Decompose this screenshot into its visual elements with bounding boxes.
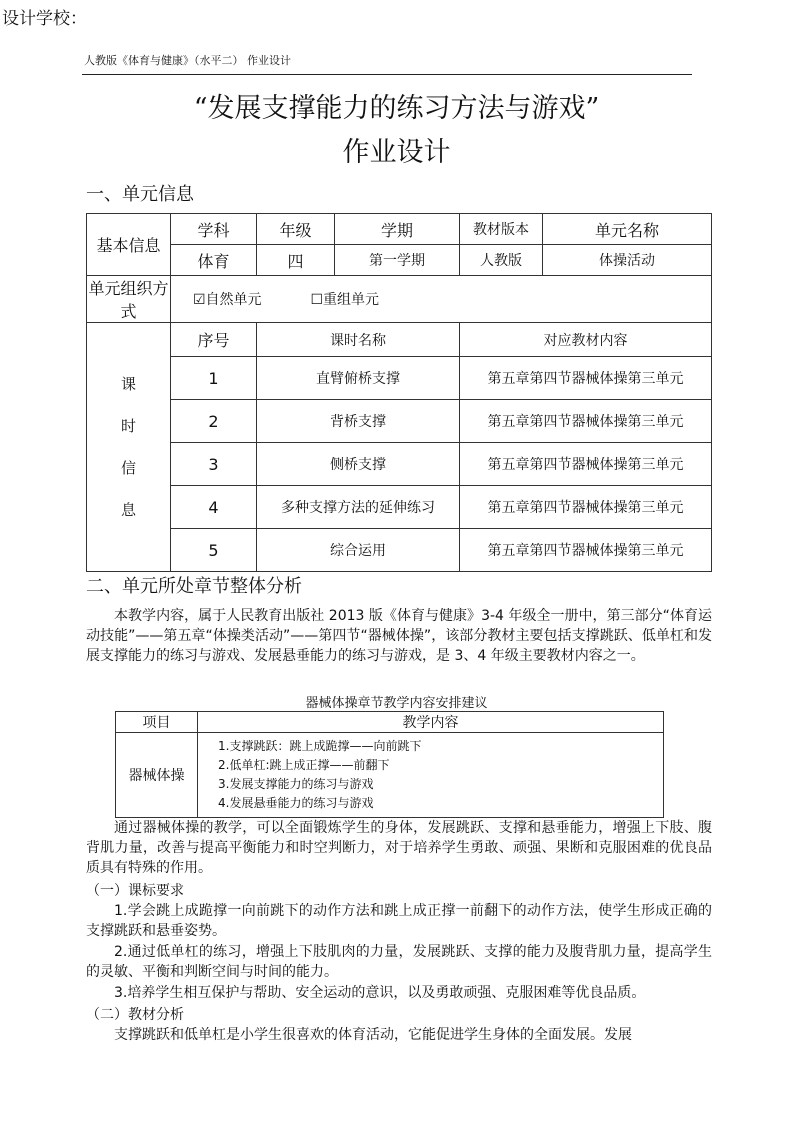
header-edition: 教材版本 (460, 214, 543, 245)
list-item: 1.支撑跳跃：跳上成跪撑——向前跳下 (218, 739, 422, 753)
table-row (87, 486, 712, 529)
list-item: 4.发展悬垂能力的练习与游戏 (218, 796, 374, 810)
header-teaching-content: 教学内容 (198, 712, 664, 733)
subsection-heading-material-analysis: （二）教材分析 (86, 1007, 184, 1023)
section-heading-analysis: 二、单元所处章节整体分析 (86, 576, 302, 597)
table-caption: 器械体操章节教学内容安排建议 (305, 696, 488, 711)
header-item: 项目 (116, 712, 198, 733)
lesson-label-char: 信 (120, 459, 136, 477)
running-header: 人教版《体育与健康》（水平二） 作业设计 (84, 54, 291, 67)
lesson-name: 背桥支撑 (257, 400, 460, 443)
org-method-label: 单元组织方式 (87, 276, 171, 323)
header-grade: 年级 (257, 214, 335, 245)
header-lesson-content: 对应教材内容 (460, 323, 712, 357)
regrouped-unit-checkbox[interactable]: ☐重组单元 (310, 292, 380, 308)
school-label: 设计学校： (2, 9, 87, 29)
lesson-name: 侧桥支撑 (257, 443, 460, 486)
lesson-number: 3 (171, 443, 257, 486)
lesson-label-char: 时 (120, 417, 136, 435)
lesson-number: 2 (171, 400, 257, 443)
lesson-label-char: 课 (120, 375, 136, 393)
header-lesson-number: 序号 (171, 323, 257, 357)
value-edition: 人教版 (460, 245, 543, 276)
teaching-content-list (198, 733, 664, 818)
lesson-content: 第五章第四节器械体操第三单元 (460, 357, 712, 400)
document-subtitle: 作业设计 (342, 137, 451, 168)
subsection-heading-standards: （一）课标要求 (86, 883, 184, 899)
lesson-label-char: 息 (120, 501, 136, 519)
lesson-content: 第五章第四节器械体操第三单元 (460, 486, 712, 529)
value-grade: 四 (257, 245, 335, 276)
header-term: 学期 (335, 214, 460, 245)
table-row (87, 529, 712, 572)
header-unit-name: 单元名称 (543, 214, 712, 245)
header-rule (82, 74, 692, 75)
basic-info-label: 基本信息 (87, 214, 171, 276)
requirement-3: 3.培养学生相互保护与帮助、安全运动的意识，以及勇敢顽强、克服困难等优良品质。 (114, 985, 646, 1001)
paragraph-intro: 本教学内容，属于人民教育出版社 2013 版《体育与健康》3-4 年级全一册中，第三部分“体育运动技能”——第五章“体操类活动”——第四节“器械体操”，该部分教材主要包括支撑跳跃、低单杠和发展支撑能力的练习与游戏、发展悬垂能力的练习与游戏，是 3、4 年级主要教材内容之一。 (86, 608, 712, 664)
lesson-content: 第五章第四节器械体操第三单元 (460, 529, 712, 572)
lesson-number: 1 (171, 357, 257, 400)
paragraph-benefits: 通过器械体操的教学，可以全面锻炼学生的身体，发展跳跃、支撑和悬垂能力，增强上下肢、腹背肌力量，改善与提高平衡能力和时空判断力，对于培养学生勇敢、顽强、果断和克服困难的优良品质具有特殊的作用。 (86, 820, 712, 876)
lesson-number: 4 (171, 486, 257, 529)
list-item: 2.低单杠:跳上成正撑——前翻下 (218, 758, 390, 772)
list-item: 3.发展支撑能力的练习与游戏 (218, 777, 374, 791)
table-row (87, 400, 712, 443)
lesson-content: 第五章第四节器械体操第三单元 (460, 443, 712, 486)
header-subject: 学科 (171, 214, 257, 245)
table-row (87, 357, 712, 400)
requirement-1: 1.学会跳上成跪撑一向前跳下的动作方法和跳上成正撑一前翻下的动作方法，使学生形成正确的支撑跳跃和悬垂姿势。 (86, 903, 712, 939)
paragraph-material-analysis: 支撑跳跃和低单杠是小学生很喜欢的体育活动，它能促进学生身体的全面发展。发展 (114, 1027, 632, 1043)
lesson-content: 第五章第四节器械体操第三单元 (460, 400, 712, 443)
lesson-number: 5 (171, 529, 257, 572)
org-method-options (171, 276, 712, 323)
lesson-name: 直臂俯桥支撑 (257, 357, 460, 400)
document-title: “发展支撑能力的练习方法与游戏” (193, 93, 600, 124)
lesson-info-label (87, 323, 171, 572)
value-unit-name: 体操活动 (543, 245, 712, 276)
natural-unit-checkbox[interactable]: ☑自然单元 (193, 292, 262, 308)
header-lesson-name: 课时名称 (257, 323, 460, 357)
lesson-name: 多种支撑方法的延伸练习 (257, 486, 460, 529)
value-term: 第一学期 (335, 245, 460, 276)
value-subject: 体育 (171, 245, 257, 276)
table-row (87, 443, 712, 486)
unit-info-table (86, 213, 712, 572)
lesson-name: 综合运用 (257, 529, 460, 572)
section-heading-unit-info: 一、单元信息 (86, 184, 194, 205)
requirement-2: 2.通过低单杠的练习，增强上下肢肌肉的力量，发展跳跃、支撑的能力及腹背肌力量，提高学生的灵敏、平衡和判断空间与时间的能力。 (86, 944, 712, 980)
item-apparatus-gymnastics: 器械体操 (116, 733, 198, 818)
arrangement-table (115, 711, 664, 818)
